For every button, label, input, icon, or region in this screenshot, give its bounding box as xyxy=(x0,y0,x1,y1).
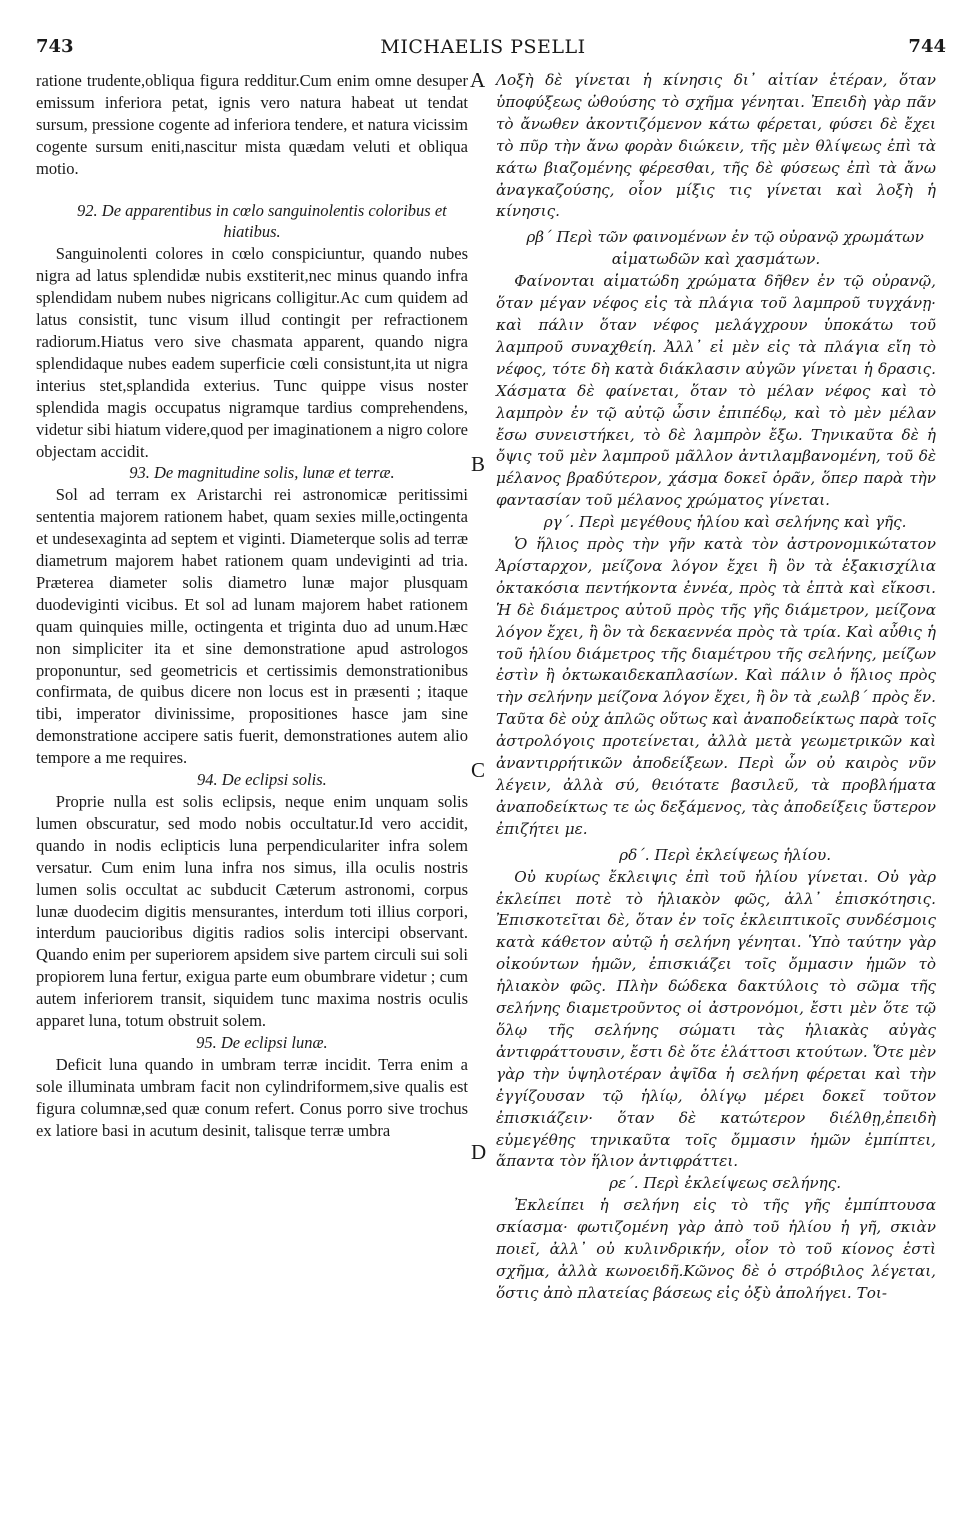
greek-paragraph-92: Φαίνονται αἱματώδη χρώματα δῆθεν ἐν τῷ οὐρανῷ, ὅταν μέγαν νέφος εἰς τὰ πλάγια τοῦ λαμπροῦ τυγχάνῃ· καὶ πάλιν ὅταν νέφος μελάγχρουν ὑποκάτω τοῦ λαμπροῦ συναχθείη. Ἀλλ᾽ εἰ μὲν εἰς τὰ πλάγια εἴη τὸ νέφος, τότε δὴ κατὰ διάκλασιν αὐγῶν γίνεται ἡ δρασις. Χάσματα δὲ φαίνεται, ὅταν τὸ μέλαν νέφος καὶ τὸ λαμπρὸν ἐν τῷ αὐτῷ ὦσιν ἐπιπέδῳ, καὶ τὸ μὲν μέλαν ἔσω συνειστήκει, τὸ δὲ λαμπρὸν ἔξω. Τηνικαῦτα δὲ ἡ ὄψις τοῦ μὲν λαμπροῦ μᾶλλον ἀντιλαμβανομένη, τοῦ δὲ μέλανος βραδύτερον, χάσμα δοκεῖ ὁρᾶν, ὅπερ παρὰ τὴν φαντασίαν τοῦ μέλανος χρώματος γίνεται. xyxy=(496,272,936,510)
latin-paragraph-intro: ratione trudente,obliqua figura redditur.Cum enim omne desuper emissum inferiora petat, ignis vero natura habeat ut tendat sursum, pressione cogente ad inferiora tendere, et natura vicissim cogente sursum eniti,nascitur mista quædam veluti et obliqua motio. xyxy=(36,71,468,178)
margin-marker-d: D xyxy=(471,1140,487,1164)
page-number-right: 744 xyxy=(908,36,946,57)
running-header xyxy=(0,36,966,66)
greek-heading-95: ρε΄. Περὶ ἐκλείψεως σελήνης. xyxy=(609,1174,842,1193)
latin-paragraph-93: Sol ad terram ex Aristarchi rei astronomicæ peritissimi sententia majorem rationem habet, quam sexies mille,octingenta et undesexaginta ad septem et viginti. Diameterque solis ad terræ diametrum majorem habet rationem quam undeviginti ad tria. Præterea diameter solis diametro lunæ major plusquam duodeviginti vicibus. Et sol ad lunam majorem habet rationem quam quinquies mille, octingenta et triginta duo ad unum.Hæc non simpliciter ita et sine demonstratione apud astrologos proponuntur, sed geometricis et certissimis demonstrationibus confirmata, de quibus dicere non locus est in præsenti ; itaque tibi, imperator divinissime, propositiones hasce jam sine demonstratione accipere satis fuerit, demonstrationes autem alio tempore a me requires. xyxy=(36,485,468,768)
latin-heading-94: 94. De eclipsi solis. xyxy=(197,770,327,790)
greek-paragraph-95: Ἐκλείπει ἡ σελήνη εἰς τὸ τῆς γῆς ἐμπίπτουσα σκίασμα· φωτιζομένη γὰρ ἀπὸ τοῦ ἡλίου ἡ γῆ, σκιὰν ποιεῖ, ἀλλ᾽ οὐ κυλινδρικήν, οἷον τὸ τοῦ κίονος ἐστὶ σχῆμα, ἀλλὰ κωνοειδῆ.Κῶνος δὲ ὁ στρόβιλος λέγεται, ὅστις ἀπὸ πλατείας βάσεως εἰς ὀξὺ ἀπολήγει. Τοι- xyxy=(496,1196,936,1302)
latin-paragraph-94: Proprie nulla est solis eclipsis, neque enim unquam solis lumen obscuratur, sed modo nobis occultatur.Id vero accidit, quando in nodis eclipticis luna perpendiculariter infra solem versatur. Cum enim luna infra nos simus, illa oculis nostris lumen solis occultat ac subducit Cæterum astronomi, corpus lunæ duodecim digitis mensurantes, interdum toti illius corpori, interdum paucioribus digitis radios solis intercipi observant. Quando enim per superiorem apsidem sive partem circuli sui soli propiorem luna fertur, exigua parte eum obumbrare videtur ; cum autem inferiorem transit, siquidem tunc maxima nostris oculis apparet luna, totum obstruit solem. xyxy=(36,792,468,1031)
latin-heading-93: 93. De magnitudine solis, lunæ et terræ. xyxy=(129,463,395,483)
margin-marker-a: A xyxy=(470,68,486,92)
greek-heading-92: ρβ΄ Περὶ τῶν φαινομένων ἐν τῷ οὐρανῷ χρωμάτων αἱματωδῶν καὶ χασμάτων. xyxy=(526,228,924,269)
latin-column xyxy=(36,70,468,1142)
greek-column xyxy=(496,70,936,1305)
margin-marker-b: B xyxy=(471,452,486,476)
running-title: MICHAELIS PSELLI xyxy=(380,36,586,58)
greek-heading-93: ργ΄. Περὶ μεγέθους ἡλίου καὶ σελήνης καὶ γῆς. xyxy=(543,513,907,532)
greek-paragraph-93: Ὁ ἥλιος πρὸς τὴν γῆν κατὰ τὸν ἀστρονομικώτατον Ἀρίσταρχον, μείζονα λόγον ἔχει ἢ ὃν τὰ ἑξακισχίλια ὀκτακόσια πεντήκοντα ἐννέα, πρὸς τὰ ἑπτὰ καὶ εἴκοσι. Ἡ δὲ διάμετρος αὐτοῦ πρὸς τῆς γῆς διάμετρον, μείζονα λόγον ἔχει, ἢ ὃν τὰ δεκαεννέα πρὸς τὰ τρία. Καὶ αὖθις ἡ τοῦ ἡλίου διάμετρος τῆς διαμέτρου τῆς σελήνης, μείζων ἐστὶν ἢ ὀκτωκαιδεκαπλασίων. Καὶ πάλιν ὁ ἥλιος πρὸς τὴν σελήνην μείζονα λόγον ἔχει, ἢ ὃν τὰ ͵εωλβ΄ πρὸς ἕν. Ταῦτα δὲ οὐχ ἁπλῶς οὕτως καὶ ἀναποδείκτως παρὰ τοῖς ἀστρολόγοις προτείνεται, ἀλλὰ μετὰ γεωμετρικῶν καὶ ἀναντιρρήτικῶν ἀποδείξεων. Περὶ ὧν οὐ καιρὸς νῦν λέγειν, ἀλλὰ σύ, θειότατε βασιλεῦ, τὰ προβλήματα ἀναποδείκτως τε ὡς δεξάμενος, τὰς ἀποδείξεις ὕστερον ἐπιζήτει με. xyxy=(496,535,936,838)
latin-heading-95: 95. De eclipsi lunæ. xyxy=(196,1032,328,1052)
latin-paragraph-92: Sanguinolenti colores in cœlo conspiciuntur, quando nubes nigra ad latus splendidæ nubis exstiterit,nec minus quando infra splendidam nubem nubes nigricans colligitur.Ac cum quidem ad latus consistit, tunc visum illud contingit per refractionem radiorum.Hiatus vero sive chasmata apparent, quando nigra splendidaque nubes eadem superficie cœli consistunt,ita ut nigra interius stet,splandida exterius. Tunc quippe visus noster splendida magis occupatus nigramque tardius comprehendens, videtur sibi hiatum videre,quod per imaginationem a nigro colore objectam accidit. xyxy=(36,244,468,461)
margin-marker-c: C xyxy=(471,758,486,782)
latin-heading-92: 92. De apparentibus in cœlo sanguinolentis coloribus et hiatibus. xyxy=(77,200,447,242)
greek-paragraph-94: Οὐ κυρίως ἔκλειψις ἐπὶ τοῦ ἡλίου γίνεται. Οὐ γὰρ ἐκλείπει ποτὲ τὸ ἡλιακὸν φῶς, ἀλλ᾽ ἐπισκότησις. Ἐπισκοτεῖται δὲ, ὅταν ἐν τοῖς ἐκλειπτικοῖς συνδέσμοις κατὰ κάθετον αὐτῷ ἡ σελήνη γένηται. Ὑπὸ ταύτην γὰρ οἰκούντων ἡμῶν, ἐπισκιάζει τοῖς ὄμμασιν ἡμῶν τὸ ἡλιακὸν φῶς. Πλὴν δώδεκα δακτύλοις τὸ σῶμα τῆς σελήνης διαμετροῦντος οἱ ἀστρονόμοι, ἔστι μὲν ὅτε τῷ ὅλῳ τῆς σελήνης σώματι τὰς ἡλιακὰς αὐγὰς ἀντιφράττουσιν, ἔστι δὲ ὅτε ἐλάττοσι κτούτων. Ὅτε μὲν γὰρ τὴν ὑψηλοτέραν ἀψῖδα ἡ σελήνη φέρεται καὶ τὴν ἐγγίζουσαν τῷ ἡλίῳ, ὀλίγῳ μέρει δοκεῖ τοῦτον ἐπισκιάζειν· ὅταν δὲ κατώτερον διέλθῃ,ἐπειδὴ εὐμεγέθης τηνικαῦτα τοῖς ὄμμασιν ἡμῶν ἐμπίπτει, ἅπαντα τὸν ἥλιον ἀντιφράττει. xyxy=(496,867,936,1171)
greek-paragraph-intro: Λοξὴ δὲ γίνεται ἡ κίνησις δι᾽ αἰτίαν ἑτέραν, ὅταν ὑποφύξεως ὠθούσης τὸ σχῆμα γένηται. Ἐπειδὴ γὰρ πᾶν τὸ ἄνωθεν ἀκοντιζόμενον κάτω φέρεται, φύσει δὲ ἔχει τὸ πῦρ τὴν ἄνω φορὰν διώκειν, τῆς μὲν θλίψεως ἐπὶ τὰ κάτω βιαζομένης φέρεσθαι, τῆς δὲ φύσεως ἐπὶ τὰ ἄνω ἀναγκαζούσης, οἷον μίξις τις γίνεται καὶ λοξὴ ἡ κίνησις. xyxy=(496,71,936,221)
greek-heading-94: ρδ΄. Περὶ ἐκλείψεως ἡλίου. xyxy=(619,845,832,864)
latin-paragraph-95: Deficit luna quando in umbram terræ incidit. Terra enim a sole illuminata umbram facit non cylindriformem,sive qualis est figura columnæ,sed quæ conum refert. Conus porro sive trochus ex latiore basi in acutum desinit, talisque terræ umbra xyxy=(36,1054,468,1140)
page-number-left: 743 xyxy=(36,36,74,57)
